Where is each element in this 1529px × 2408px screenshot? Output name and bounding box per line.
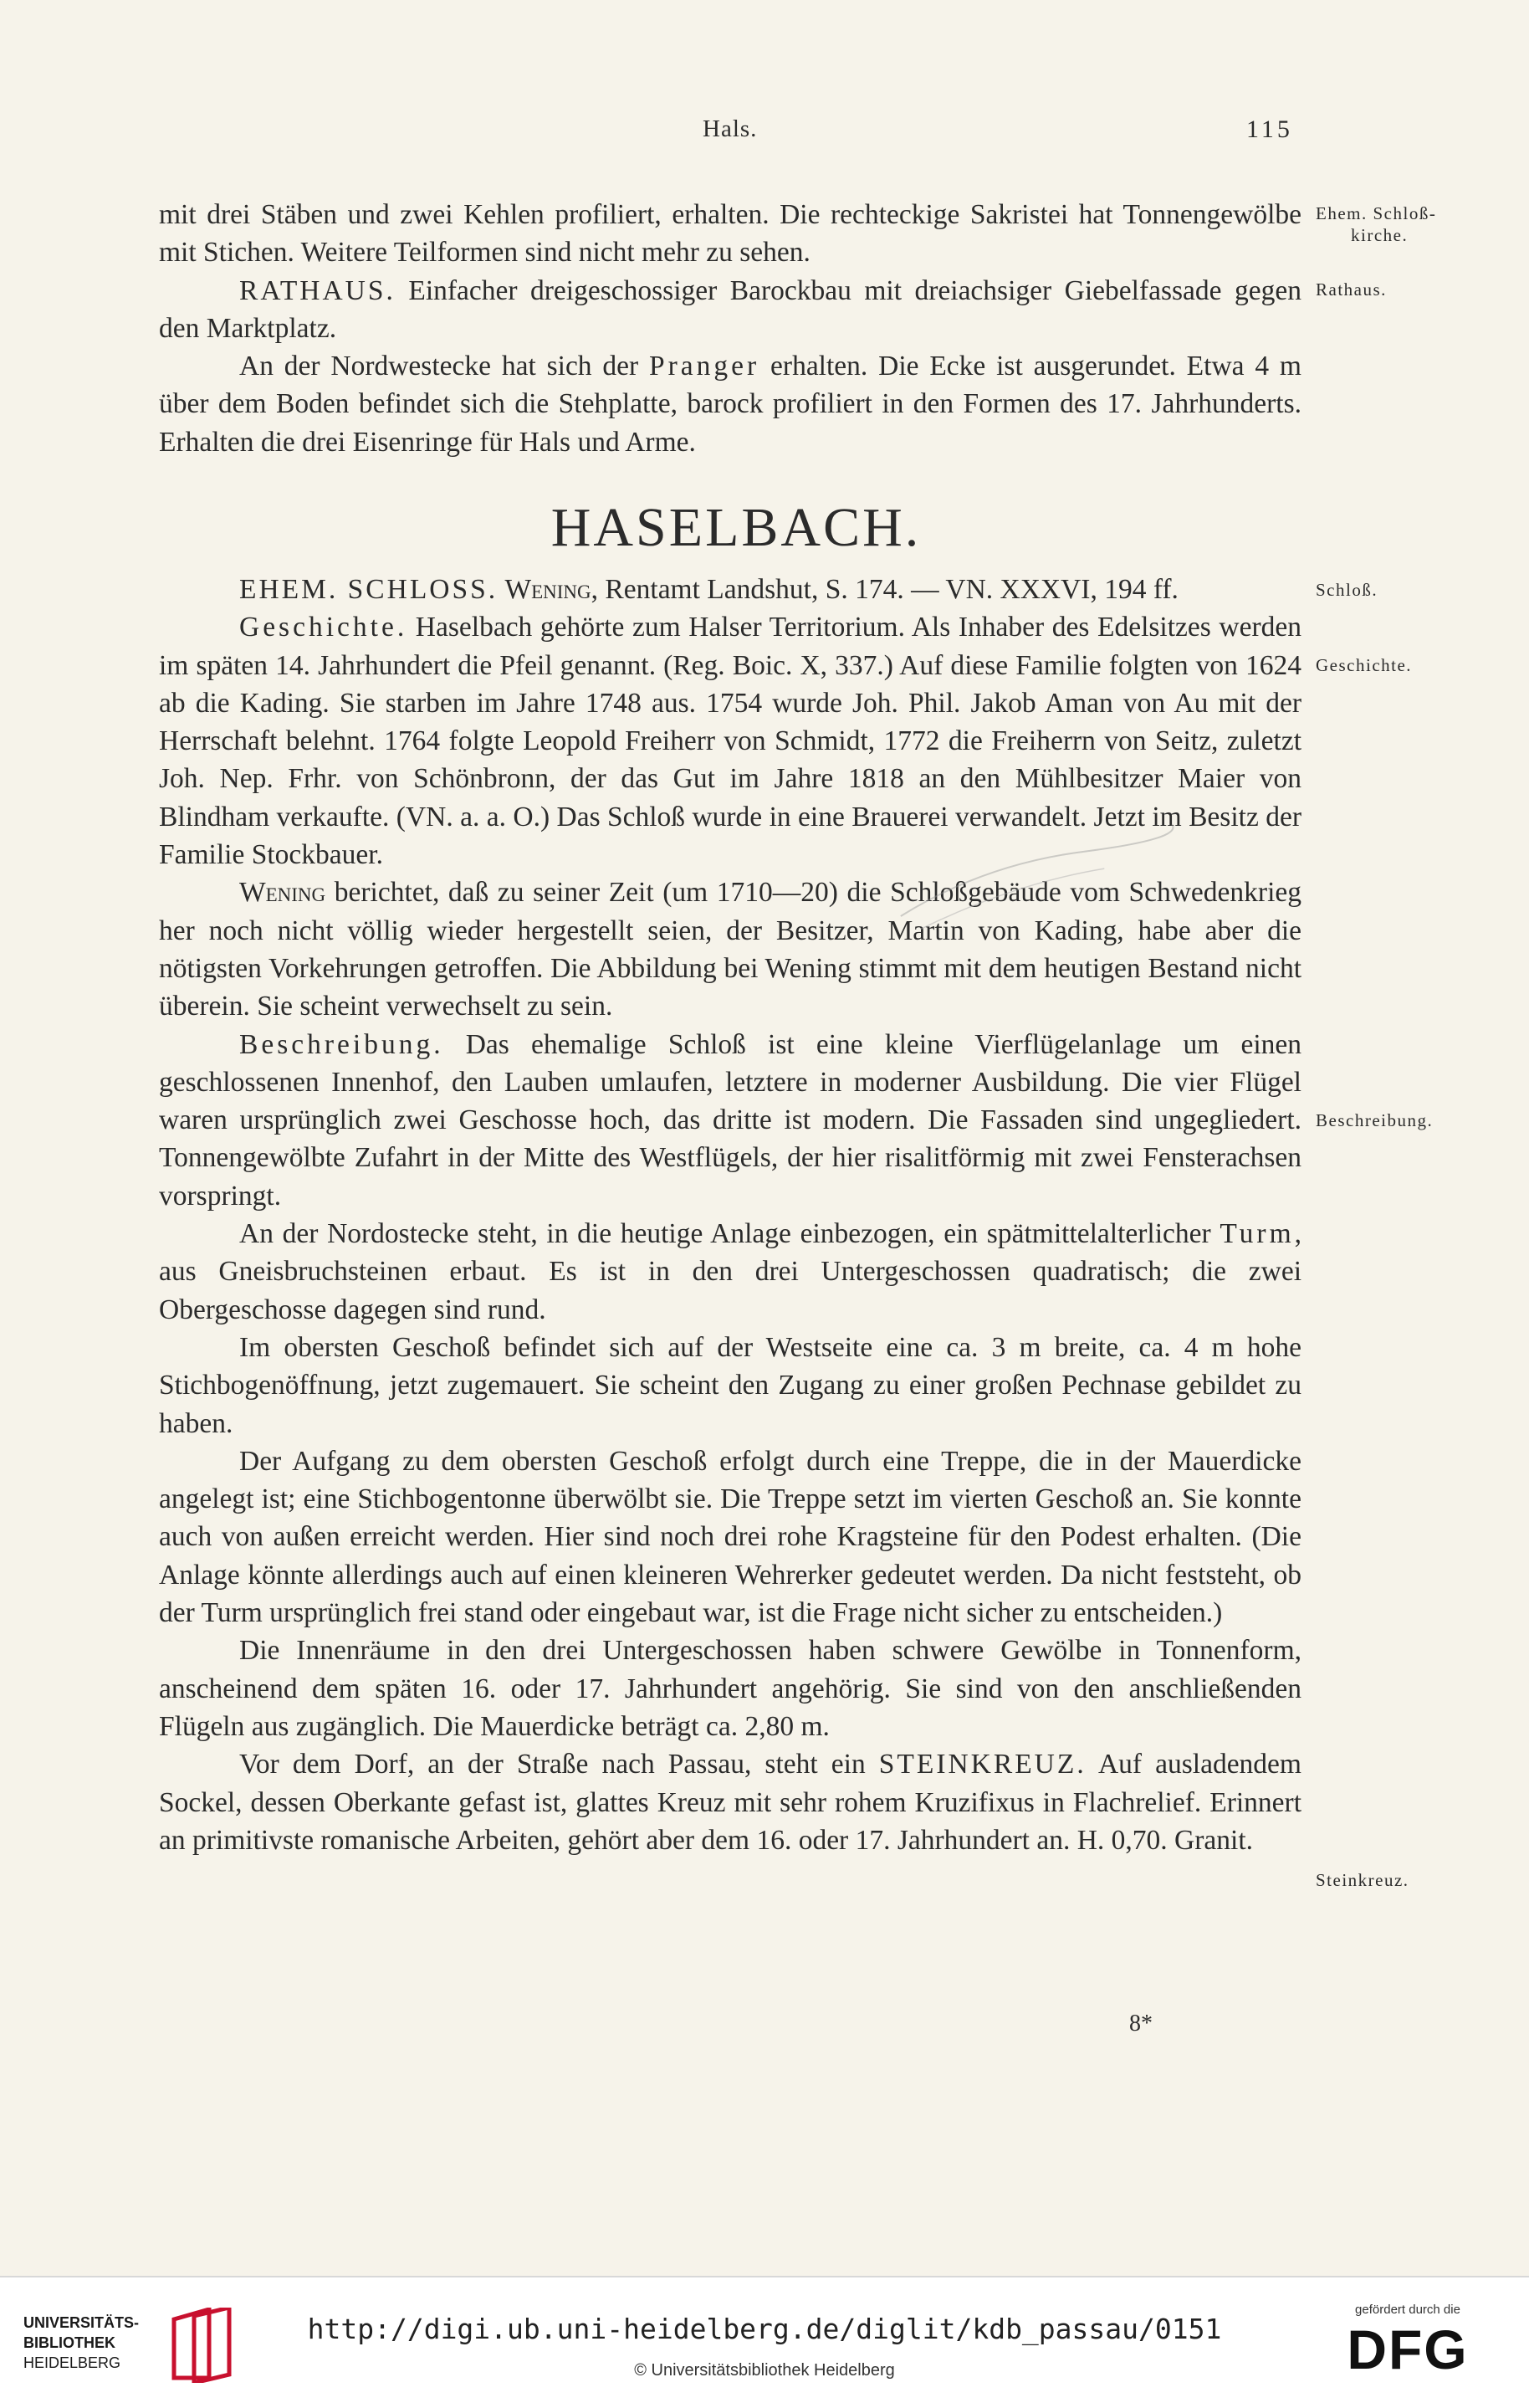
section-heading: HASELBACH. (550, 497, 922, 558)
margin-note-schloss: Schloß. (1316, 580, 1378, 600)
logo-line-2: BIBLIOTHEK (23, 2334, 115, 2351)
schloss-text: , Rentamt Landshut, S. 174. — VN. XXXVI, 194 ff. (591, 574, 1179, 605)
copyright-notice: © Universitätsbibliothek Heidelberg (634, 2361, 895, 2380)
paragraph-geschichte (159, 608, 1301, 874)
pranger-label: Pranger (649, 351, 760, 382)
paragraph-innenraeume: Die Innenräume in den drei Untergeschossen haben schwere Gewölbe in Tonnenform, anscheinend dem späten 16. oder 17. Jahrhundert angehörig. Sie sind von den anschließenden Flügeln aus zugänglich. Die Mauerdicke beträgt ca. 2,80 m. (159, 1635, 1301, 1742)
permalink-url[interactable]: http://digi.ub.uni-heidelberg.de/diglit/kdb_passau/0151 (307, 2313, 1222, 2345)
schloss-author: Wening (504, 574, 591, 605)
dfg-funding-logo[interactable] (1320, 2303, 1496, 2379)
signature-mark: 8* (1129, 2011, 1153, 2037)
running-head: Hals. (703, 115, 758, 142)
wening-author: Wening (239, 877, 326, 909)
top-text-block (159, 196, 1301, 461)
paragraph-wening (159, 874, 1301, 1025)
paragraph-schloss (159, 571, 1301, 608)
steinkreuz-label: STEINKREUZ. (878, 1749, 1087, 1780)
dfg-logo-icon: DFG (1347, 2318, 1469, 2380)
steinkreuz-text-b: Auf ausladendem Sockel, dessen Oberkante gefast ist, glattes Kreuz mit sehr rohem Kruzifixus in Flachrelief. Erinnert an primitivste romanische Arbeiten, gehört aber dem 16. oder 17. Jahrhundert an. H. 0,70. Granit. (159, 1749, 1301, 1856)
paragraph-rathaus (159, 272, 1301, 348)
rathaus-text: Einfacher dreigeschossiger Barockbau mit dreiachsiger Giebelfassade gegen den Marktplatz. (159, 274, 1301, 344)
logo-line-1: UNIVERSITÄTS- (23, 2314, 140, 2331)
page-number: 115 (1246, 115, 1293, 143)
margin-note-rathaus: Rathaus. (1316, 279, 1387, 300)
main-text-block (159, 571, 1301, 1859)
footer-bar (0, 2276, 1529, 2408)
margin-note-steinkreuz: Steinkreuz. (1316, 1870, 1409, 1890)
beschreibung-label: Beschreibung. (239, 1028, 444, 1060)
paragraph-steinkreuz (159, 1745, 1301, 1859)
schloss-label: EHEM. SCHLOSS. (239, 574, 499, 605)
dfg-label: gefördert durch die (1355, 2303, 1460, 2317)
steinkreuz-text-a: Vor dem Dorf, an der Straße nach Passau, steht ein (239, 1749, 879, 1780)
turm-label: Turm (1220, 1218, 1295, 1250)
rathaus-label: RATHAUS. (239, 274, 396, 306)
paragraph-turm (159, 1215, 1301, 1329)
turm-text-b: , aus Gneisbruchsteinen erbaut. Es ist in den drei Untergeschossen quadratisch; die zwei Obergeschosse dagegen sind rund. (159, 1218, 1301, 1325)
turm-text-a: An der Nordostecke steht, in die heutige Anlage einbezogen, ein spätmittelalterlicher (239, 1218, 1220, 1250)
wening-text: berichtet, daß zu seiner Zeit (um 1710—20) die Schloßgebäude vom Schwedenkrieg her noch nicht völlig wieder hergestellt seien, der Besitzer, Martin von Kading, habe aber die nötigsten Vorkehrungen getroffen. Die Abbildung bei Wening stimmt mit dem heutigen Bestand nicht überein. Sie scheint verwechselt zu sein. (159, 877, 1301, 1022)
margin-note-schlosskirche-line2: kirche. (1351, 225, 1409, 245)
paragraph-aufgang: Der Aufgang zu dem obersten Geschoß erfolgt durch eine Treppe, die in der Mauerdicke angelegt ist; eine Stichbogentonne überwölbt sie. Die Treppe setzt im vierten Geschoß an. Sie konnte auch von außen erreicht werden. Hier sind noch drei rohe Kragsteine für den Podest erhalten. (Die Anlage könnte allerdings auch auf einen kleineren Wehrerker gedeutet werden. Da nicht feststeht, ob der Turm ursprünglich frei stand oder eingebaut war, ist die Frage nicht sicher zu entscheiden.) (159, 1445, 1301, 1629)
margin-note-geschichte: Geschichte. (1316, 655, 1413, 675)
margin-note-schlosskirche (1316, 202, 1436, 246)
geschichte-label: Geschichte. (239, 612, 408, 643)
margin-note-beschreibung: Beschreibung. (1316, 1110, 1434, 1130)
beschreibung-text: Das ehemalige Schloß ist eine kleine Vierflügelanlage um einen geschlossenen Innenhof, den Lauben umlaufen, letztere in moderner Ausbildung. Die vier Flügel waren ursprünglich zwei Geschosse hoch, das dritte ist modern. Die Fassaden sind ungegliedert. Tonnengewölbte Zufahrt in der Mitte des Westflügels, der hier risalitförmig mit zwei Fensterachsen vorspringt. (159, 1028, 1301, 1212)
geschichte-text: Haselbach gehörte zum Halser Territorium. Als Inhaber des Edelsitzes werden im späten 14. Jahrhundert die Pfeil genannt. (Reg. Boic. X, 337.) Auf diese Familie folgten von 1624 ab die Kading. Sie starben im Jahre 1748 aus. 1754 wurde Joh. Phil. Jakob Aman von Au mit der Herrschaft belehnt. 1764 folgte Leopold Freiherr von Schmidt, 1772 die Freiherrn von Seitz, zuletzt Joh. Nep. Frhr. von Schönbronn, der das Gut im Jahre 1818 an den Mühlbesitzer Maier von Blindham verkaufte. (VN. a. a. O.) Das Schloß wurde in eine Brauerei verwandelt. Jetzt im Besitz der Familie Stockbauer. (159, 612, 1301, 871)
paragraph-beschreibung (159, 1026, 1301, 1215)
pranger-text-a: An der Nordwestecke hat sich der (239, 351, 650, 382)
logo-line-3: HEIDELBERG (23, 2354, 121, 2371)
paragraph-geschoss: Im obersten Geschoß befindet sich auf der Westseite eine ca. 3 m breite, ca. 4 m hohe Stichbogenöffnung, jetzt zugemauert. Sie scheint den Zugang zu einer großen Pechnase gebildet zu haben. (159, 1331, 1301, 1439)
margin-note-schlosskirche-line1: Ehem. Schloß- (1316, 203, 1437, 223)
pranger-text-b: erhalten. Die Ecke ist ausgerundet. Etwa 4 m über dem Boden befindet sich die Stehplatte, barock profiliert in den Formen des 17. Jahrhunderts. Erhalten die drei Eisenringe für Hals und Arme. (159, 351, 1301, 458)
paragraph-pranger (159, 347, 1301, 461)
paragraph-schlosskirche: mit drei Stäben und zwei Kehlen profiliert, erhalten. Die rechteckige Sakristei hat Tonnengewölbe mit Stichen. Weitere Teilformen sind nicht mehr zu sehen. (159, 199, 1301, 269)
